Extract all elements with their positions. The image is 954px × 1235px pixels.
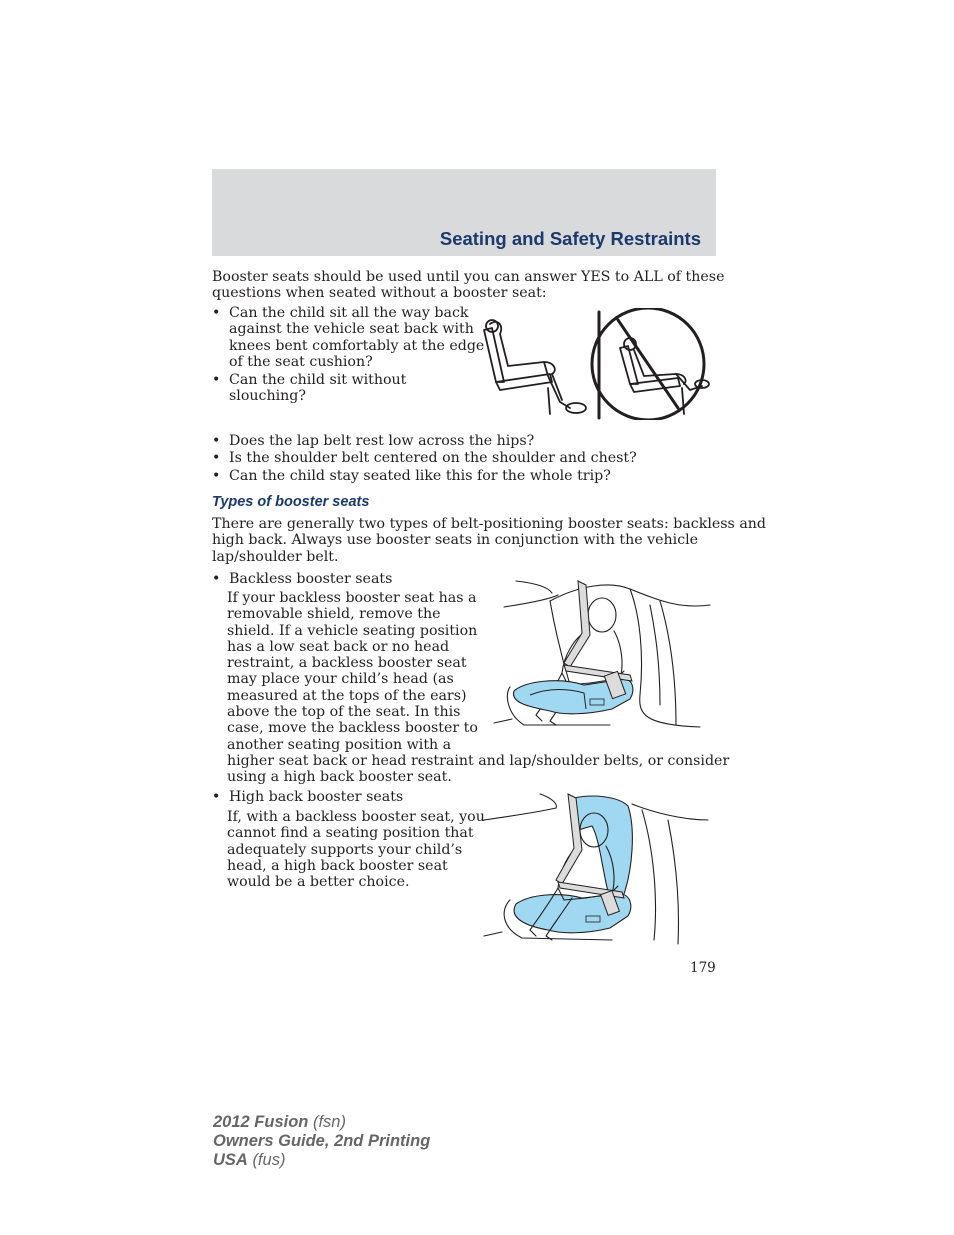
- paragraph-line: adequately supports your child’s: [227, 841, 463, 858]
- document-footer: [213, 1113, 430, 1170]
- section-title: Seating and Safety Restraints: [439, 228, 701, 249]
- high-back-booster-illustration: [482, 790, 714, 948]
- footer-model: 2012 Fusion: [213, 1113, 309, 1131]
- list-item-text: Can the child stay seated like this for the whole trip?: [229, 468, 611, 484]
- paragraph-line: would be a better choice.: [227, 874, 410, 891]
- bullet-icon: •: [212, 433, 221, 449]
- intro-paragraph: [212, 269, 725, 302]
- section-header-band: [212, 169, 716, 256]
- paragraph-line: There are generally two types of belt-positioning booster seats: backless and: [212, 516, 767, 532]
- list-item-line: of the seat cushion?: [229, 353, 373, 370]
- paragraph-line: above the top of the seat. In this: [227, 704, 461, 721]
- footer-edition: Owners Guide, 2nd Printing: [213, 1132, 431, 1150]
- paragraph-line: another seating position with a: [227, 736, 452, 753]
- bullet-icon: •: [212, 305, 221, 321]
- bullet-icon: •: [212, 468, 221, 484]
- seating-posture-illustration: [478, 308, 716, 420]
- subsection-heading: Types of booster seats: [212, 494, 370, 510]
- paragraph-line: removable shield, remove the: [227, 606, 441, 623]
- list-item-line: slouching?: [229, 388, 306, 405]
- paragraph-line: lap/shoulder belt.: [212, 548, 339, 565]
- list-item-text: High back booster seats: [229, 789, 404, 805]
- intro-line: Booster seats should be used until you can answer YES to ALL of these: [212, 269, 725, 285]
- highback-description: [227, 809, 485, 890]
- backless-booster-illustration: [490, 575, 712, 735]
- paragraph-line: case, move the backless booster to: [227, 720, 478, 737]
- paragraph-line: has a low seat back or no head: [227, 638, 450, 655]
- bullet-icon: •: [212, 789, 221, 805]
- paragraph-line: If your backless booster seat has a: [227, 590, 477, 606]
- footer-market-code: (fus): [252, 1151, 286, 1169]
- paragraph-line: cannot find a seating position that: [227, 825, 474, 842]
- page-number: 179: [690, 960, 716, 976]
- paragraph-line: may place your child’s head (as: [227, 671, 454, 688]
- list-item-line: knees bent comfortably at the edge: [229, 337, 485, 354]
- bullet-icon: •: [212, 450, 221, 466]
- paragraph-line: using a high back booster seat.: [227, 769, 452, 786]
- paragraph-line: higher seat back or head restraint and lap/shoulder belts, or consider: [227, 752, 730, 769]
- list-item-text: Is the shoulder belt centered on the shoulder and chest?: [229, 450, 637, 466]
- paragraph-line: restraint, a backless booster seat: [227, 655, 467, 672]
- footer-market: USA: [213, 1151, 248, 1169]
- bullet-icon: •: [212, 372, 221, 388]
- paragraph-line: shield. If a vehicle seating position: [227, 622, 478, 639]
- list-item-text: Backless booster seats: [229, 571, 393, 587]
- paragraph-line: measured at the tops of the ears): [227, 687, 467, 704]
- paragraph-line: high back. Always use booster seats in conjunction with the vehicle: [212, 532, 699, 549]
- intro-line: questions when seated without a booster seat:: [212, 285, 547, 302]
- paragraph-line: head, a high back booster seat: [227, 857, 448, 874]
- bullet-icon: •: [212, 571, 221, 587]
- types-paragraph: [212, 516, 767, 565]
- list-item-line: Can the child sit all the way back: [229, 305, 469, 321]
- list-item-text: Does the lap belt rest low across the hips?: [229, 433, 535, 449]
- paragraph-line: If, with a backless booster seat, you: [227, 809, 485, 825]
- footer-model-code: (fsn): [312, 1113, 346, 1131]
- list-item-line: against the vehicle seat back with: [229, 321, 474, 338]
- list-item-line: Can the child sit without: [229, 372, 407, 388]
